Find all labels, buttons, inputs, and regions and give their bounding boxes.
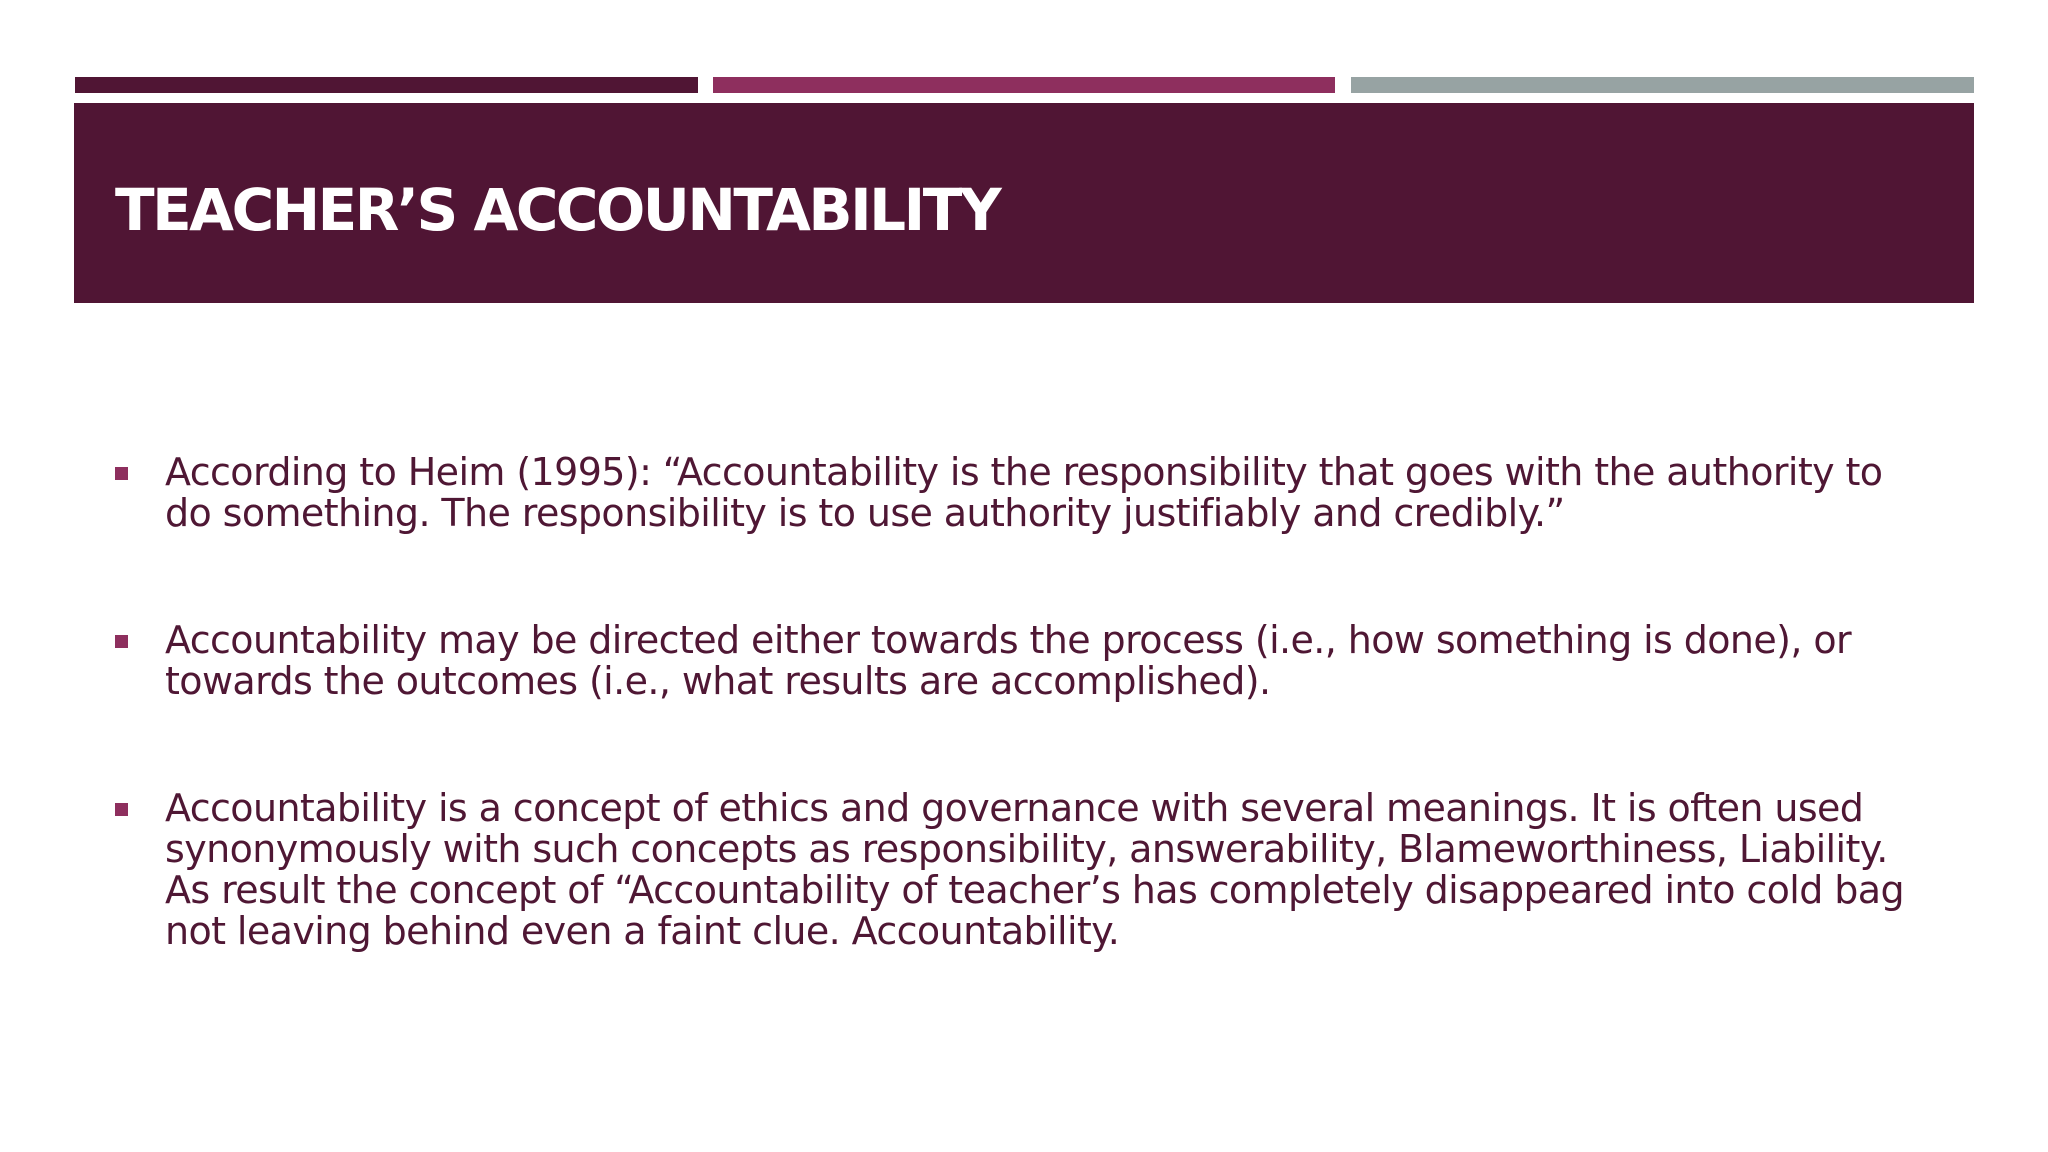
square-bullet-icon — [115, 635, 128, 648]
bullet-item-3 — [115, 788, 1945, 952]
accent-bar-magenta — [713, 77, 1335, 93]
bullet-line: do something. The responsibility is to use authority justifiably and credibly.” — [165, 491, 1565, 535]
bullet-line: synonymously with such concepts as responsibility, answerability, Blameworthiness, Liability. — [165, 827, 1888, 871]
bullet-item-2 — [115, 620, 1945, 702]
square-bullet-icon — [115, 803, 128, 816]
square-bullet-icon — [115, 467, 128, 480]
bullet-list — [115, 452, 1945, 1038]
bullet-line: Accountability may be directed either towards the process (i.e., how something is done), or — [165, 618, 1852, 662]
accent-bar-dark — [75, 77, 698, 93]
title-band — [74, 103, 1974, 303]
accent-bar-gray — [1351, 77, 1974, 93]
slide-title: TEACHER’S ACCOUNTABILITY — [115, 176, 1000, 244]
bullet-line: According to Heim (1995): “Accountability is the responsibility that goes with the authority to — [165, 450, 1883, 494]
bullet-line: towards the outcomes (i.e., what results are accomplished). — [165, 659, 1271, 703]
bullet-line: As result the concept of “Accountability of teacher’s has completely disappeared into cold bag — [165, 868, 1904, 912]
bullet-item-1 — [115, 452, 1945, 534]
bullet-line: Accountability is a concept of ethics and governance with several meanings. It is often used — [165, 786, 1864, 830]
bullet-line: not leaving behind even a faint clue. Accountability. — [165, 909, 1120, 953]
